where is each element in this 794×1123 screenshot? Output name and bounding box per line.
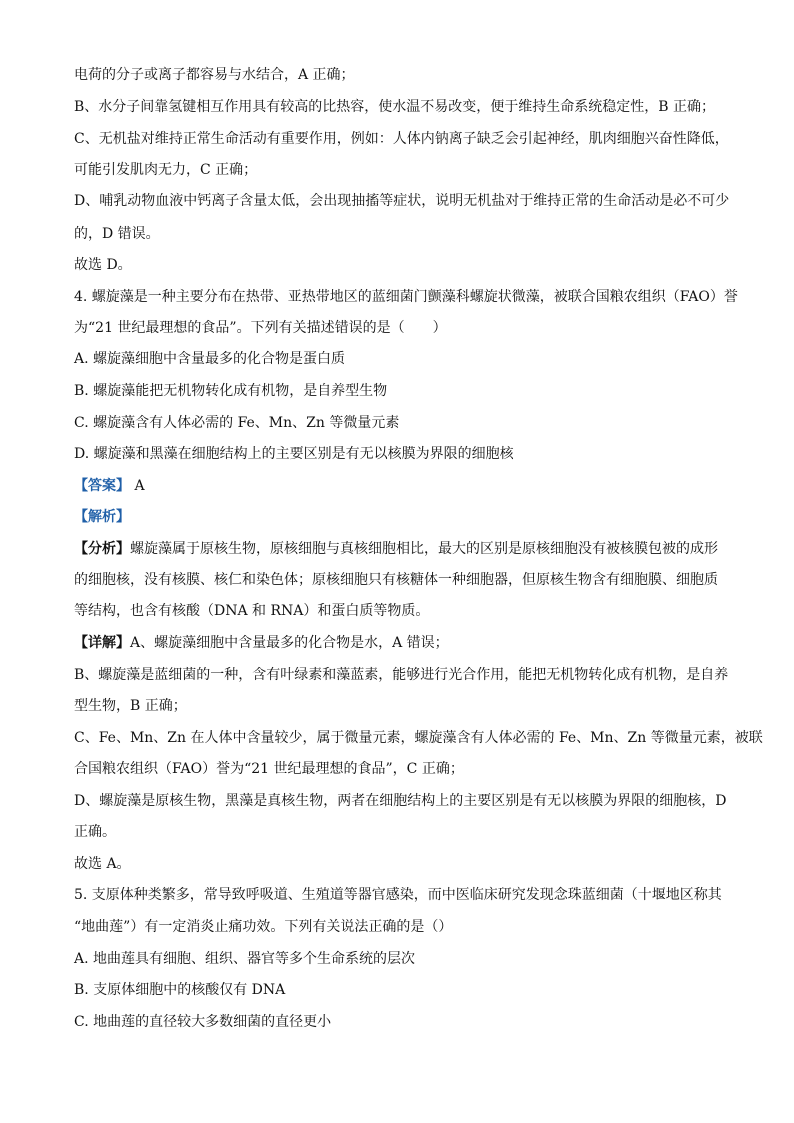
question-4-stem: 为“21 世纪最理想的食品”。下列有关描述错误的是（ ）: [74, 320, 447, 336]
analysis-line: [74, 760, 724, 778]
analysis-line: [74, 823, 724, 841]
analysis-line: [74, 602, 724, 620]
analysis-text: 等结构，也含有核酸（DNA 和 RNA）和蛋白质等物质。: [74, 603, 430, 619]
text-line: 电荷的分子或离子都容易与水结合，A 正确；: [74, 67, 355, 83]
option-d: D. 螺旋藻和黑藻在细胞结构上的主要区别是有无以核膜为界限的细胞核: [74, 446, 514, 462]
analysis-text: 型生物，B 正确；: [74, 698, 187, 714]
analysis-text: 螺旋藻属于原核生物，原核细胞与真核细胞相比，最大的区别是原核细胞没有被核膜包被的成形: [130, 541, 718, 557]
analysis-text: 故选 A。: [74, 856, 131, 872]
analysis-line: [74, 729, 763, 747]
option-a: A. 地曲莲具有细胞、组织、器官等多个生命系统的层次: [74, 951, 416, 967]
analysis-line: [74, 855, 724, 873]
analysis-line: [74, 792, 727, 810]
text-line: B、水分子间靠氢键相互作用具有较高的比热容，使水温不易改变，便于维持生命系统稳定性，B 正确；: [74, 99, 716, 115]
analysis-text: B、螺旋藻是蓝细菌的一种，含有叶绿素和藻蓝素，能够进行光合作用，能把无机物转化成有机物，是自养: [74, 667, 729, 683]
option-b: B. 螺旋藻能把无机物转化成有机物，是自养型生物: [74, 383, 388, 399]
analysis-tag: 【解析】: [74, 509, 130, 525]
analysis-text: 正确。: [74, 824, 116, 840]
text-line: C、无机盐对维持正常生命活动有重要作用，例如：人体内钠离子缺乏会引起神经，肌肉细胞兴奋性降低，: [74, 131, 729, 147]
option-c: C. 螺旋藻含有人体必需的 Fe、Mn、Zn 等微量元素: [74, 415, 400, 431]
analysis-subtag: 【分析】: [74, 541, 130, 557]
answer-tag: 【答案】: [74, 478, 130, 494]
question-5-stem: 5. 支原体种类繁多，常导致呼吸道、生殖道等器官感染，而中医临床研究发现念珠蓝细菌（十堰地区称其: [74, 887, 722, 903]
text-line: 故选 D。: [74, 257, 132, 273]
text-line: 的，D 错误。: [74, 226, 160, 242]
analysis-text: 的细胞核，没有核膜、核仁和染色体；原核细胞只有核糖体一种细胞器，但原核生物含有细胞膜、细胞质: [74, 572, 718, 588]
analysis-line: [74, 697, 724, 715]
option-a: A. 螺旋藻细胞中含量最多的化合物是蛋白质: [74, 351, 346, 367]
option-c: C. 地曲莲的直径较大多数细菌的直径更小: [74, 1014, 332, 1030]
question-4-stem: 4. 螺旋藻是一种主要分布在热带、亚热带地区的蓝细菌门颤藻科螺旋状微藻，被联合国粮农组织（FAO）誉: [74, 289, 738, 305]
analysis-text: A、螺旋藻细胞中含量最多的化合物是水，A 错误；: [130, 635, 449, 651]
question-5-stem: “地曲莲”）有一定消炎止痛功效。下列有关说法正确的是（）: [74, 919, 453, 935]
analysis-text: D、螺旋藻是原核生物，黑藻是真核生物，两者在细胞结构上的主要区别是有无以核膜为界限的细胞核，D: [74, 793, 727, 809]
answer-value: A: [134, 478, 145, 494]
answer-line: [74, 477, 724, 495]
text-line: D、哺乳动物血液中钙离子含量太低，会出现抽搐等症状，说明无机盐对于维持正常的生命活动是必不可少: [74, 193, 730, 209]
analysis-subtag: 【详解】: [74, 635, 130, 651]
analysis-line: [74, 666, 729, 684]
option-b: B. 支原体细胞中的核酸仅有 DNA: [74, 982, 286, 998]
analysis-text: C、Fe、Mn、Zn 在人体中含量较少，属于微量元素，螺旋藻含有人体必需的 Fe、Mn、Zn 等微量元素，被联: [74, 730, 763, 746]
text-line: 可能引发肌肉无力，C 正确；: [74, 162, 258, 178]
analysis-line: [74, 540, 724, 558]
analysis-line: [74, 571, 724, 589]
analysis-line: [74, 634, 724, 652]
analysis-heading: [74, 508, 724, 526]
analysis-text: 合国粮农组织（FAO）誉为“21 世纪最理想的食品”，C 正确；: [74, 761, 464, 777]
